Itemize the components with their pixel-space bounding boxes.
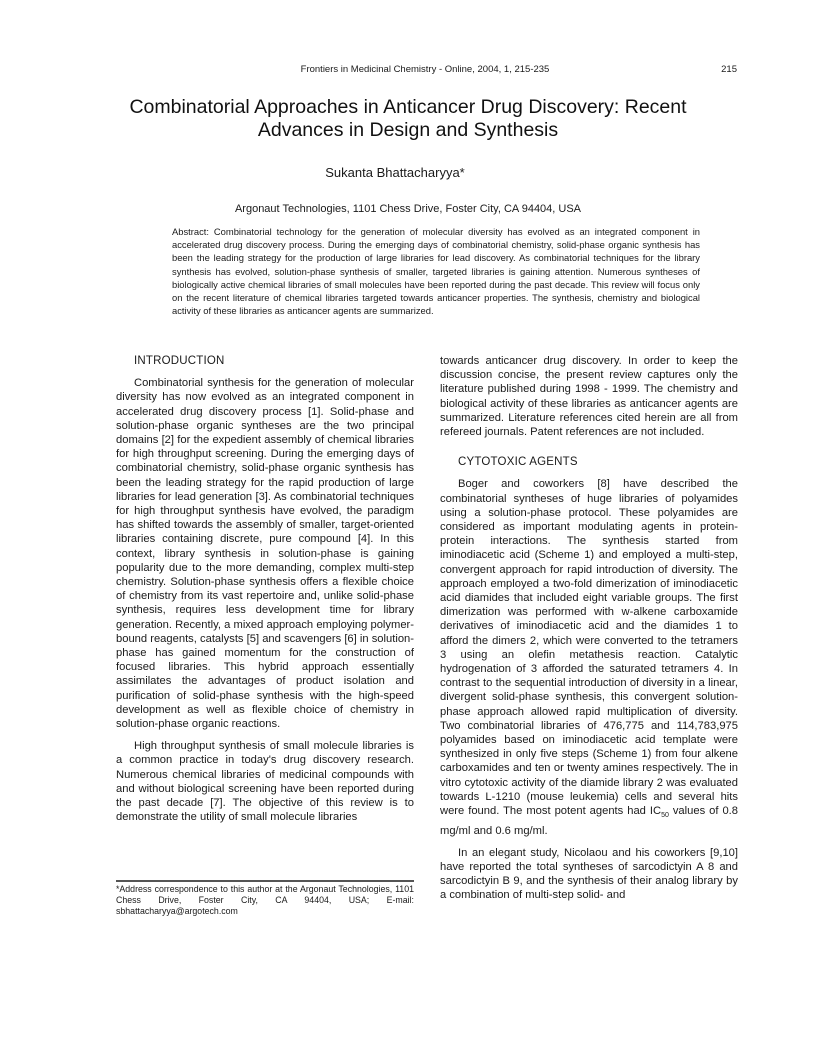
right-column <box>440 354 738 903</box>
footnote-correspondence: *Address correspondence to this author at the Argonaut Technologies, 1101 Chess Drive, Foster City, CA 94404, USA; E-mail: sbhattacharyya@argotech.com <box>116 884 414 916</box>
section-heading-cytotoxic-agents: CYTOTOXIC AGENTS <box>458 456 578 469</box>
paragraph: In an elegant study, Nicolaou and his coworkers [9,10] have reported the total syntheses of sarcodictyin A 8 and sarcodictyin B 9, and the synthesis of their analog library by a combination of multi-step solid- and <box>440 846 738 902</box>
paragraph: Combinatorial synthesis for the generation of molecular diversity has now evolved as an integrated component in accelerated drug discovery process [1]. Solid-phase and solution-phase organic syntheses are the two principal domains [2] for the expedient assembly of chemical libraries for high throughput screening. During the emerging days of combinatorial chemistry, solid-phase organic synthesis has been the leading strategy for the rapid production of large libraries for lead generation [3]. As combinatorial techniques for high throughput synthesis have evolved, the paradigm has shifted towards the assembly of smaller, target-oriented libraries containing discrete, pure compound [4]. In this context, library synthesis in solution-phase is gaining popularity due to the more demanding, complex multi-step chemistry. Solution-phase synthesis offers a flexible choice of chemistry from its vast repertoire and, unlike solid-phase synthesis, requires less development time for library generation. Recently, a mixed approach employing polymer-bound reagents, catalysts [5] and scavengers [6] in solution-phase has gained momentum for the construction of focused libraries. This hybrid approach essentially assimilates the advantages of product isolation and purification of solid-phase synthesis with the high-speed development as well as flexible choice of chemistry in solution-phase organic reactions. <box>116 377 414 731</box>
page-number: 215 <box>721 64 737 75</box>
author-name: Sukanta Bhattacharyya* <box>325 165 465 180</box>
paragraph: High throughput synthesis of small molecule libraries is a common practice in today's drug discovery research. Numerous chemical libraries of medicinal compounds with and without biological screening have been reported during the past decade [7]. The objective of this review is to demonstrate the utility of small molecule libraries <box>116 740 414 824</box>
article-title: Combinatorial Approaches in Anticancer Drug Discovery: Recent Advances in Design and Synthesis <box>129 96 687 141</box>
footnote-divider <box>116 880 414 882</box>
running-header <box>0 64 816 78</box>
abstract-label: Abstract: <box>172 226 209 237</box>
paragraph-continuation: towards anticancer drug discovery. In order to keep the discussion concise, the present review captures only the literature published during 1998 - 1999. The chemistry and biological activity of these libraries as anticancer agents are summarized. Literature references cited herein are all from refereed journals. Patent references are not included. <box>440 355 738 439</box>
author-affiliation: Argonaut Technologies, 1101 Chess Drive, Foster City, CA 94404, USA <box>234 203 582 215</box>
section-heading-introduction: INTRODUCTION <box>134 355 225 367</box>
journal-citation: Frontiers in Medicinal Chemistry - Online, 2004, 1, 215-235 <box>300 64 550 75</box>
paragraph <box>440 477 738 837</box>
paragraph-text: Boger and coworkers [8] have described the combinatorial syntheses of huge libraries of polyamides using a solution-phase protocol. These polyamides are considered as important modulating agents in protein-protein interactions. The synthesis started from iminodiacetic acid (Scheme 1) and employed a multi-step, convergent approach for rapid introduction of diversity. The approach employed a two-fold dimerization of iminodiacetic acid diamides that included eight variable groups. The first dimerization was performed with w-alkene carboxamide derivatives of iminodiacetic acid and the diamides 1 to afford the dimers 2, which were converted to the tetramers 3 using an olefin metathesis reaction. Catalytic hydrogenation of 3 afforded the saturated tetramers 4. In contrast to the sequential introduction of diversity in a linear, divergent solid-phase synthesis, this convergent solution-phase approach allowed rapid multiplication of diversity. Two combinatorial libraries of 476,775 and 114,783,975 polyamides based on iminodiacetic acid template were synthesized in only five steps (Scheme 1) from four alkene carboxamides and ten or twenty amines respectively. The in vitro cytotoxic activity of the diamide library 2 was evaluated towards L-1210 (mouse leukemia) cells and several hits were found. The most potent agents had IC <box>440 478 738 818</box>
paragraph-text: values of 0.8 mg/ml and 0.6 mg/ml. <box>440 805 739 837</box>
abstract <box>172 225 700 317</box>
left-column <box>116 354 414 825</box>
subscript: 50 <box>661 812 669 820</box>
abstract-text: Combinatorial technology for the generation of molecular diversity has evolved as an integrated component in accelerated drug discovery process. During the emerging days of combinatorial chemistry, solid-phase organic synthesis has been the leading strategy for the production of large libraries for lead discovery. As combinatorial techniques for the library synthesis has evolved, solution-phase synthesis of smaller, targeted libraries is gaining attention. Numerous syntheses of biologically active chemical libraries of small molecules have been reported during the past decade. This review will focus only on the recent literature of chemical libraries targeted towards anticancer properties. The synthesis, chemistry and biological activity of these libraries as anticancer agents are summarized. <box>172 226 700 317</box>
